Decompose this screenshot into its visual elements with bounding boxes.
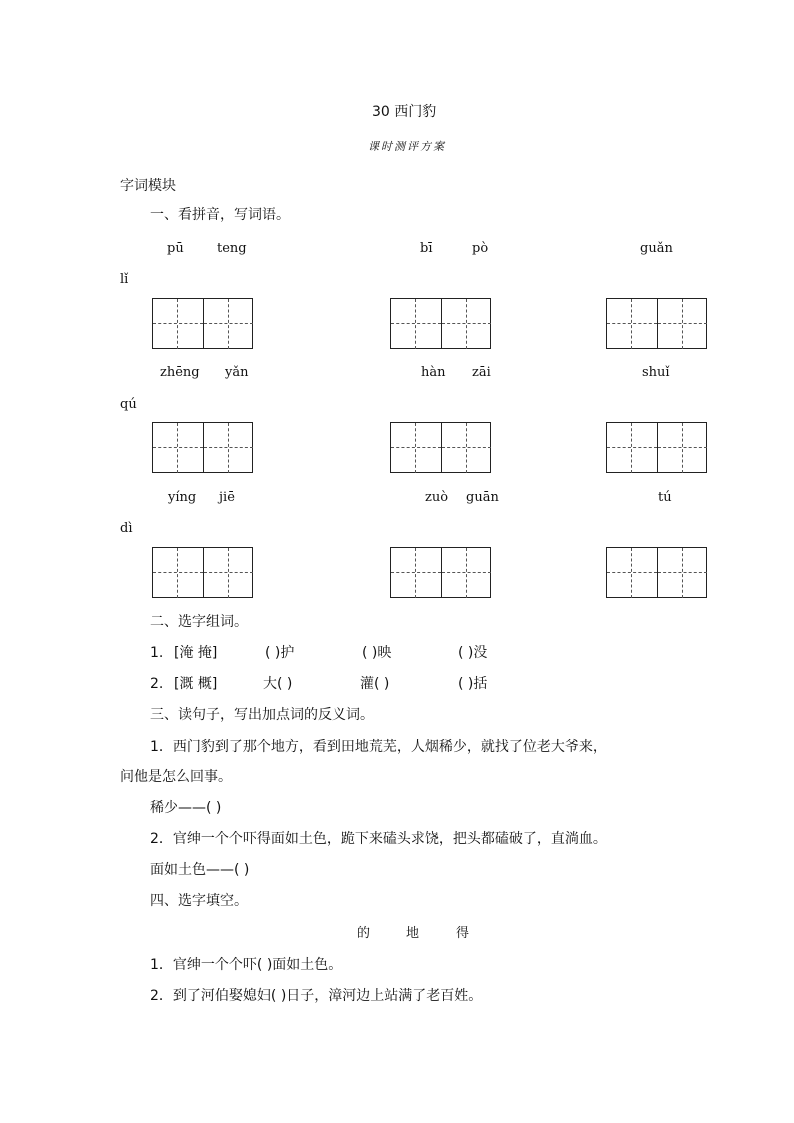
fill-blank[interactable]: ( )括 xyxy=(458,676,488,692)
grid-cell[interactable] xyxy=(203,423,253,473)
grid-cell[interactable] xyxy=(657,299,707,349)
sentence: 1．西门豹到了那个地方，看到田地荒芜，人烟稀少，就找了位老大爷来， xyxy=(150,739,607,755)
pinyin: dì xyxy=(120,521,133,536)
section1-heading: 一、看拼音，写词语。 xyxy=(150,207,290,223)
q-number: 1. xyxy=(150,645,164,661)
grid-cell[interactable] xyxy=(203,299,253,349)
fill-blank[interactable]: ( )护 xyxy=(265,645,295,661)
writing-grid[interactable] xyxy=(606,547,707,598)
grid-cell[interactable] xyxy=(441,299,491,349)
option-char: 地 xyxy=(406,926,420,941)
grid-cell[interactable] xyxy=(391,548,441,598)
sentence: 2．官绅一个个吓得面如土色，跪下来磕头求饶，把头都磕破了，直淌血。 xyxy=(150,831,607,847)
pinyin: tú xyxy=(658,490,672,505)
pinyin: yíng xyxy=(168,490,197,505)
option-char: 的 xyxy=(357,926,371,941)
option-char: 得 xyxy=(456,926,470,941)
choice-chars: [溉 概] xyxy=(174,676,218,692)
grid-cell[interactable] xyxy=(657,423,707,473)
pinyin: lǐ xyxy=(120,272,129,287)
fill-blank[interactable]: 灌( ) xyxy=(360,676,390,692)
pinyin: jiē xyxy=(219,490,235,505)
section2-heading: 二、选字组词。 xyxy=(150,614,248,630)
pinyin: pò xyxy=(472,241,489,256)
grid-cell[interactable] xyxy=(607,548,657,598)
section4-heading: 四、选字填空。 xyxy=(150,893,248,909)
page-title: 30 西门豹 xyxy=(372,104,437,120)
grid-cell[interactable] xyxy=(153,548,203,598)
writing-grid[interactable] xyxy=(390,422,491,473)
pinyin: qú xyxy=(120,397,137,412)
q-number: 2. xyxy=(150,676,164,692)
fill-sentence[interactable]: 2．到了河伯娶媳妇( )日子，漳河边上站满了老百姓。 xyxy=(150,988,483,1004)
answer-blank[interactable]: 面如土色——( ) xyxy=(150,862,250,878)
pinyin: guǎn xyxy=(640,241,673,256)
grid-cell[interactable] xyxy=(153,423,203,473)
pinyin: shuǐ xyxy=(642,365,670,380)
pinyin: teng xyxy=(217,241,247,256)
writing-grid[interactable] xyxy=(152,298,253,349)
writing-grid[interactable] xyxy=(606,298,707,349)
pinyin: bī xyxy=(420,241,433,256)
pinyin: zuò xyxy=(425,490,449,505)
pinyin: guān xyxy=(466,490,499,505)
pinyin: hàn xyxy=(421,365,446,380)
grid-cell[interactable] xyxy=(391,299,441,349)
fill-blank[interactable]: ( )映 xyxy=(362,645,392,661)
grid-cell[interactable] xyxy=(391,423,441,473)
fill-blank[interactable]: 大( ) xyxy=(263,676,293,692)
grid-cell[interactable] xyxy=(607,423,657,473)
writing-grid[interactable] xyxy=(390,547,491,598)
fill-blank[interactable]: ( )没 xyxy=(458,645,488,661)
sentence: 问他是怎么回事。 xyxy=(120,769,232,785)
answer-blank[interactable]: 稀少——( ) xyxy=(150,800,222,816)
grid-cell[interactable] xyxy=(441,423,491,473)
fill-sentence[interactable]: 1．官绅一个个吓( )面如土色。 xyxy=(150,957,343,973)
grid-cell[interactable] xyxy=(607,299,657,349)
grid-cell[interactable] xyxy=(441,548,491,598)
pinyin: zhēng xyxy=(160,365,200,380)
choice-chars: [淹 掩] xyxy=(174,645,218,661)
pinyin: pū xyxy=(167,241,184,256)
writing-grid[interactable] xyxy=(390,298,491,349)
grid-cell[interactable] xyxy=(203,548,253,598)
writing-grid[interactable] xyxy=(606,422,707,473)
writing-grid[interactable] xyxy=(152,547,253,598)
grid-cell[interactable] xyxy=(153,299,203,349)
grid-cell[interactable] xyxy=(657,548,707,598)
section3-heading: 三、读句子，写出加点词的反义词。 xyxy=(150,707,374,723)
pinyin: yǎn xyxy=(225,365,249,380)
module-title: 字词模块 xyxy=(120,178,176,194)
pinyin: zāi xyxy=(472,365,491,380)
writing-grid[interactable] xyxy=(152,422,253,473)
page-subtitle: 课时测评方案 xyxy=(368,140,446,153)
